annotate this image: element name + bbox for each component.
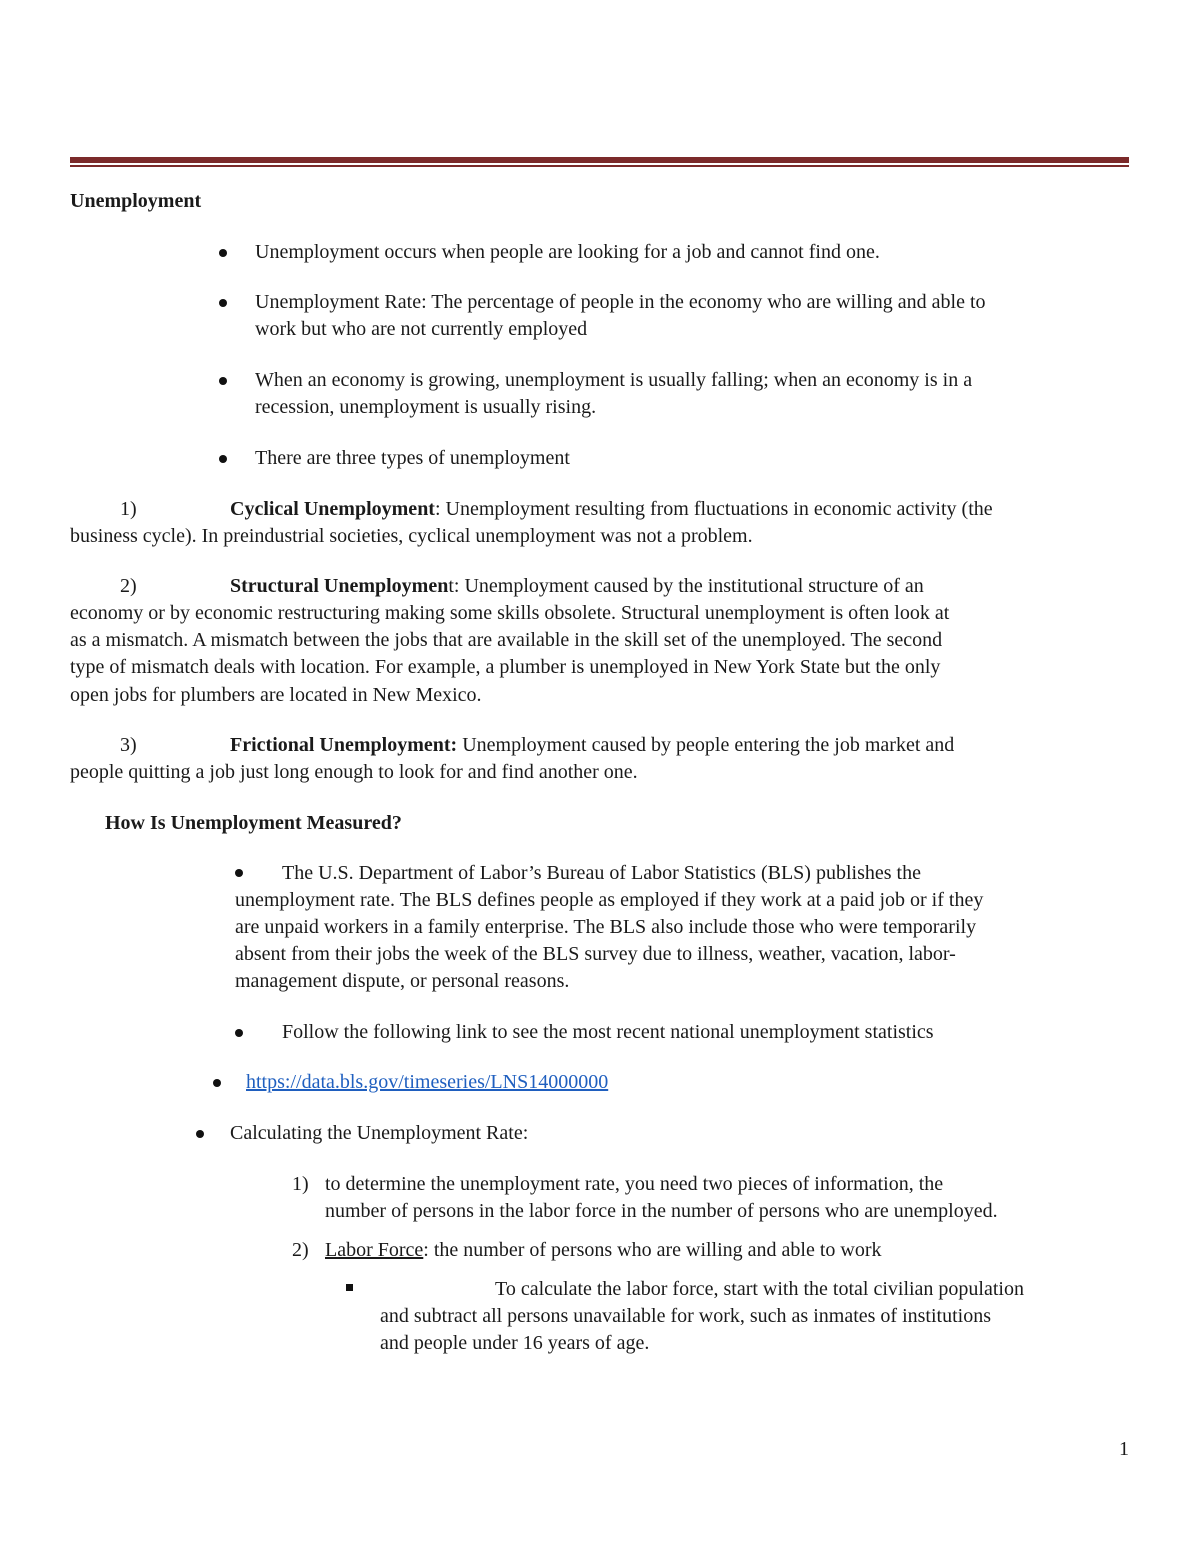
list-item-text: to determine the unemployment rate, you need two pieces of information, the <box>325 1173 944 1195</box>
section-heading: Unemployment <box>70 190 202 212</box>
type-text: business cycle). In preindustrial societies, cyclical unemployment was not a problem. <box>70 525 753 547</box>
type-term: Cyclical Unemployment <box>230 498 435 520</box>
type-text: as a mismatch. A mismatch between the jobs that are available in the skill set of the unemployed. The second <box>70 629 943 651</box>
bullet-icon <box>219 455 227 463</box>
type-definition-line <box>230 496 993 523</box>
list-number: 1) <box>292 1173 309 1195</box>
type-text: open jobs for plumbers are located in New Mexico. <box>70 684 482 706</box>
bls-timeseries-link[interactable]: https://data.bls.gov/timeseries/LNS14000000 <box>246 1071 609 1093</box>
bullet-text: Unemployment Rate: The percentage of people in the economy who are willing and able to <box>255 291 986 313</box>
bullet-icon <box>235 1029 243 1037</box>
bullet-text: recession, unemployment is usually rising. <box>255 396 597 418</box>
bullet-icon <box>213 1079 221 1087</box>
list-number: 2) <box>292 1239 309 1261</box>
type-text: Unemployment caused by people entering the job market and <box>457 734 955 756</box>
bullet-text: There are three types of unemployment <box>255 447 570 469</box>
type-term: Structural Unemploymen <box>230 575 449 597</box>
list-number: 3) <box>120 734 137 756</box>
bullet-icon <box>196 1130 204 1138</box>
bullet-text: Follow the following link to see the most recent national unemployment statistics <box>282 1021 934 1043</box>
bullet-icon <box>235 869 243 877</box>
type-text: type of mismatch deals with location. For example, a plumber is unemployed in New York State but the only <box>70 656 941 678</box>
header-rule-thin <box>70 165 1129 167</box>
header-rule <box>70 157 1129 163</box>
page-number: 1 <box>1119 1438 1129 1460</box>
labor-force-term: Labor Force <box>325 1239 424 1261</box>
list-item-text: : the number of persons who are willing and able to work <box>423 1239 882 1261</box>
list-number: 2) <box>120 575 137 597</box>
bullet-text: management dispute, or personal reasons. <box>235 970 570 992</box>
bullet-icon <box>219 299 227 307</box>
bullet-text: The U.S. Department of Labor’s Bureau of Labor Statistics (BLS) publishes the <box>282 862 921 884</box>
bullet-text: Unemployment occurs when people are looking for a job and cannot find one. <box>255 241 880 263</box>
bullet-icon <box>219 249 227 257</box>
bullet-text: When an economy is growing, unemployment is usually falling; when an economy is in a <box>255 369 973 391</box>
type-text: people quitting a job just long enough to look for and find another one. <box>70 761 638 783</box>
bullet-text: Calculating the Unemployment Rate: <box>230 1122 529 1144</box>
list-item-text: number of persons in the labor force in the number of persons who are unemployed. <box>325 1200 998 1222</box>
bullet-text: are unpaid workers in a family enterprise. The BLS also include those who were temporarily <box>235 916 977 938</box>
sub-bullet-text: and subtract all persons unavailable for work, such as inmates of institutions <box>380 1305 991 1327</box>
bullet-text: unemployment rate. The BLS defines people as employed if they work at a paid job or if they <box>235 889 984 911</box>
list-number: 1) <box>120 498 137 520</box>
type-definition-line <box>230 573 924 600</box>
bullet-icon <box>219 377 227 385</box>
subsection-heading: How Is Unemployment Measured? <box>105 812 402 834</box>
type-text: t: Unemployment caused by the institutional structure of an <box>448 575 924 597</box>
list-item-line <box>325 1237 882 1264</box>
bullet-text: work but who are not currently employed <box>255 318 588 340</box>
type-text: : Unemployment resulting from fluctuations in economic activity (the <box>434 498 993 520</box>
type-text: economy or by economic restructuring making some skills obsolete. Structural unemployment is often look at <box>70 602 950 624</box>
type-definition-line <box>230 732 954 759</box>
square-bullet-icon <box>346 1284 353 1291</box>
sub-bullet-text: To calculate the labor force, start with the total civilian population <box>495 1278 1024 1300</box>
bullet-text: absent from their jobs the week of the BLS survey due to illness, weather, vacation, labor- <box>235 943 956 965</box>
type-term: Frictional Unemployment: <box>230 734 458 756</box>
sub-bullet-text: and people under 16 years of age. <box>380 1332 650 1354</box>
